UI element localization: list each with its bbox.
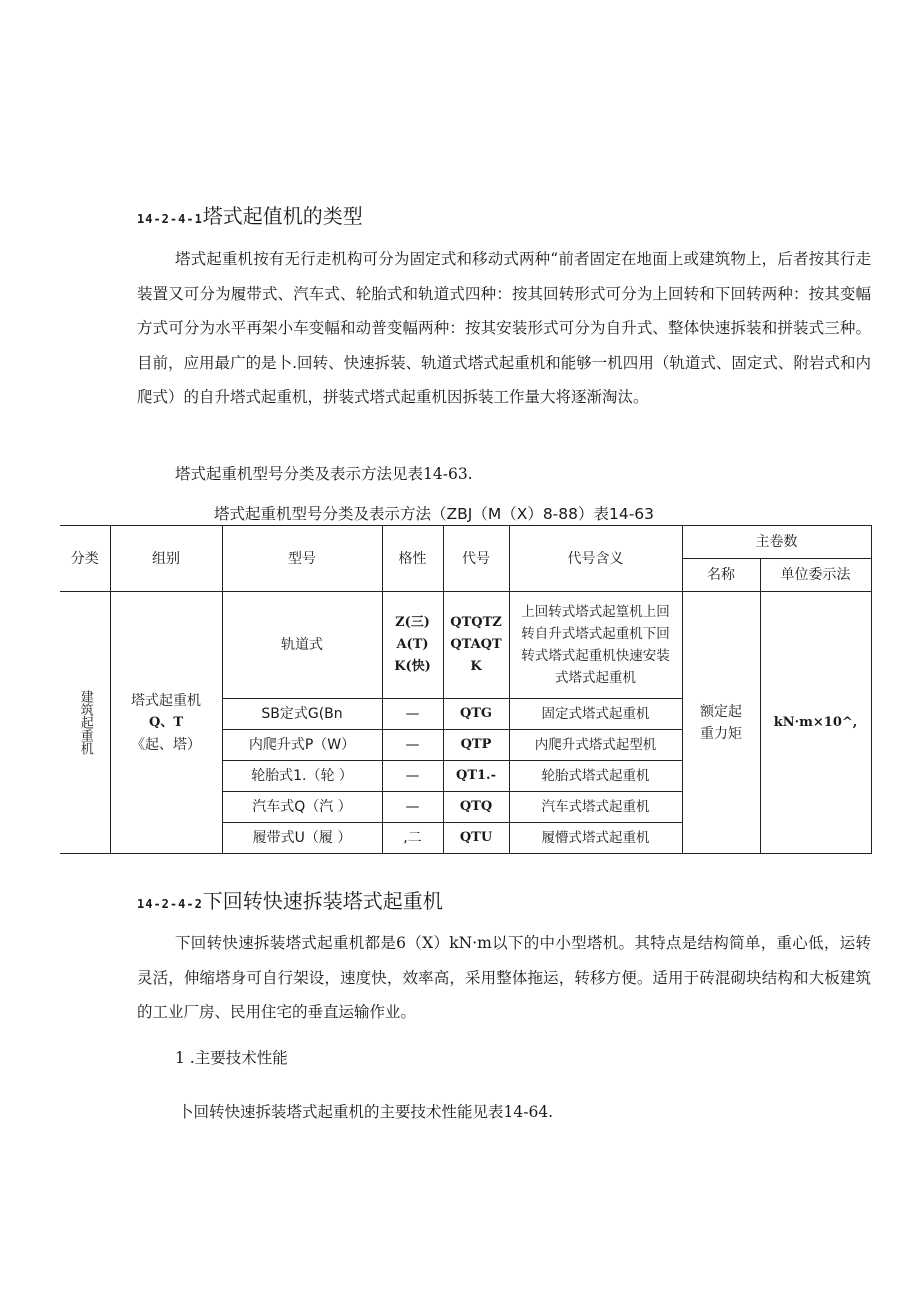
feature-line: K(快) — [394, 659, 431, 674]
code-cell: QT1.- — [443, 761, 509, 792]
category-label: 建筑起重机 — [77, 690, 93, 755]
param-name-line: 重力矩 — [700, 725, 742, 742]
header-name: 名称 — [682, 559, 760, 592]
code-cell: QTG — [443, 699, 509, 730]
list-item-main-performance: 1 .主要技术性能 — [175, 1049, 288, 1067]
meaning-cell — [509, 592, 682, 699]
section-heading-2 — [137, 885, 443, 914]
group-name: 塔式起重机 — [131, 692, 201, 709]
code-line: QTAQT — [450, 637, 502, 652]
section-number: 14-2-4-2 — [137, 897, 203, 911]
code-line: QTQTZ — [450, 615, 502, 630]
section-title: 下回转快速拆装塔式起重机 — [202, 889, 443, 913]
header-code: 代号 — [443, 526, 509, 592]
meaning-line: 转自升式塔式起重机下回 — [521, 626, 670, 642]
meaning-line: 式塔式起重机 — [555, 670, 636, 686]
header-feature: 格性 — [382, 526, 443, 592]
param-unit-cell: kN·m×10^, — [760, 592, 871, 854]
model-cell: 轨道式 — [222, 592, 382, 699]
feature-cell: — — [382, 699, 443, 730]
header-meaning: 代号含义 — [509, 526, 682, 592]
feature-cell: — — [382, 792, 443, 823]
meaning-cell: 履懵式塔式起重机 — [509, 823, 682, 854]
feature-cell — [382, 592, 443, 699]
model-cell: SB定式G(Bn — [222, 699, 382, 730]
header-group: 组别 — [110, 526, 222, 592]
code-cell — [443, 592, 509, 699]
paragraph-tower-crane-types: 塔式起重机按有无行走机构可分为固定式和移动式两种“前者固定在地面上或建筑物上，后者按其行走装置又可分为履带式、汽车式、轮胎式和轨道式四种：按其回转形式可分为上回转和下回转两种：按其变幅方式可分为水平再架小车变幅和动普变幅两种：按其安装形式可分为自升式、整体快速拆装和拼装式三种。目前，应用最广的是卜.回转、快速拆装、轨道式塔式起重机和能够一机四用（轨道式、固定式、附岩式和内爬式）的自升塔式起重机，拼装式塔式起重机因拆装工作量大将逐渐淘汰。 — [137, 250, 871, 406]
header-main-param: 主卷数 — [682, 526, 871, 559]
group-cell — [110, 592, 222, 854]
paragraph-fast-dismantle: 下回转快速拆装塔式起重机都是6（X）kN·m以下的中小型塔机。其特点是结构简单，重心低，运转灵活，伸缩塔身可自行架设，速度快，效率高，采用整体拖运，转移方便。适用于砖混砌块结构和大板建筑的工业厂房、民用住宅的垂直运输作业。 — [137, 934, 871, 1021]
meaning-cell: 轮胎式塔式起重机 — [509, 761, 682, 792]
meaning-cell: 汽车式塔式起重机 — [509, 792, 682, 823]
meaning-line: 上回转式塔式起篁机上回 — [521, 604, 670, 620]
code-cell: QTQ — [443, 792, 509, 823]
group-abbrev: 《起、塔） — [131, 736, 201, 753]
model-cell: 内爬升式P（W） — [222, 730, 382, 761]
code-cell: QTU — [443, 823, 509, 854]
code-line: K — [470, 659, 482, 674]
code-cell: QTP — [443, 730, 509, 761]
feature-cell: — — [382, 730, 443, 761]
model-classification-table — [60, 525, 872, 854]
section-number: 14-2-4-1 — [137, 212, 203, 226]
param-name-cell — [682, 592, 760, 854]
feature-cell: — — [382, 761, 443, 792]
meaning-cell: 固定式塔式起重机 — [509, 699, 682, 730]
model-cell: 轮胎式1.（轮 ） — [222, 761, 382, 792]
header-unit: 单位委示法 — [760, 559, 871, 592]
feature-cell: ,二 — [382, 823, 443, 854]
param-name-line: 额定起 — [700, 703, 742, 720]
group-code: Q、T — [149, 714, 183, 730]
model-cell: 汽车式Q（汽 ） — [222, 792, 382, 823]
feature-line: Z(三) — [395, 615, 430, 630]
meaning-line: 转式塔式起重机快速安装 — [521, 648, 670, 664]
model-cell: 履带式U（履 ） — [222, 823, 382, 854]
section-heading-1 — [137, 200, 363, 229]
header-category: 分类 — [60, 526, 110, 592]
feature-line: A(T) — [396, 637, 429, 652]
paragraph-performance-reference: 卜回转快速拆装塔式起重机的主要技术性能见表14-64. — [178, 1103, 554, 1121]
paragraph-table-reference: 塔式起重机型号分类及表示方法见表14-63. — [175, 465, 473, 483]
section-title: 塔式起值机的类型 — [202, 204, 363, 228]
category-cell — [60, 592, 110, 854]
header-model: 型号 — [222, 526, 382, 592]
table-caption: 塔式起重机型号分类及表示方法（ZBJ（M（X）8-88）表14-63 — [214, 505, 655, 523]
meaning-cell: 内爬升式塔式起型机 — [509, 730, 682, 761]
